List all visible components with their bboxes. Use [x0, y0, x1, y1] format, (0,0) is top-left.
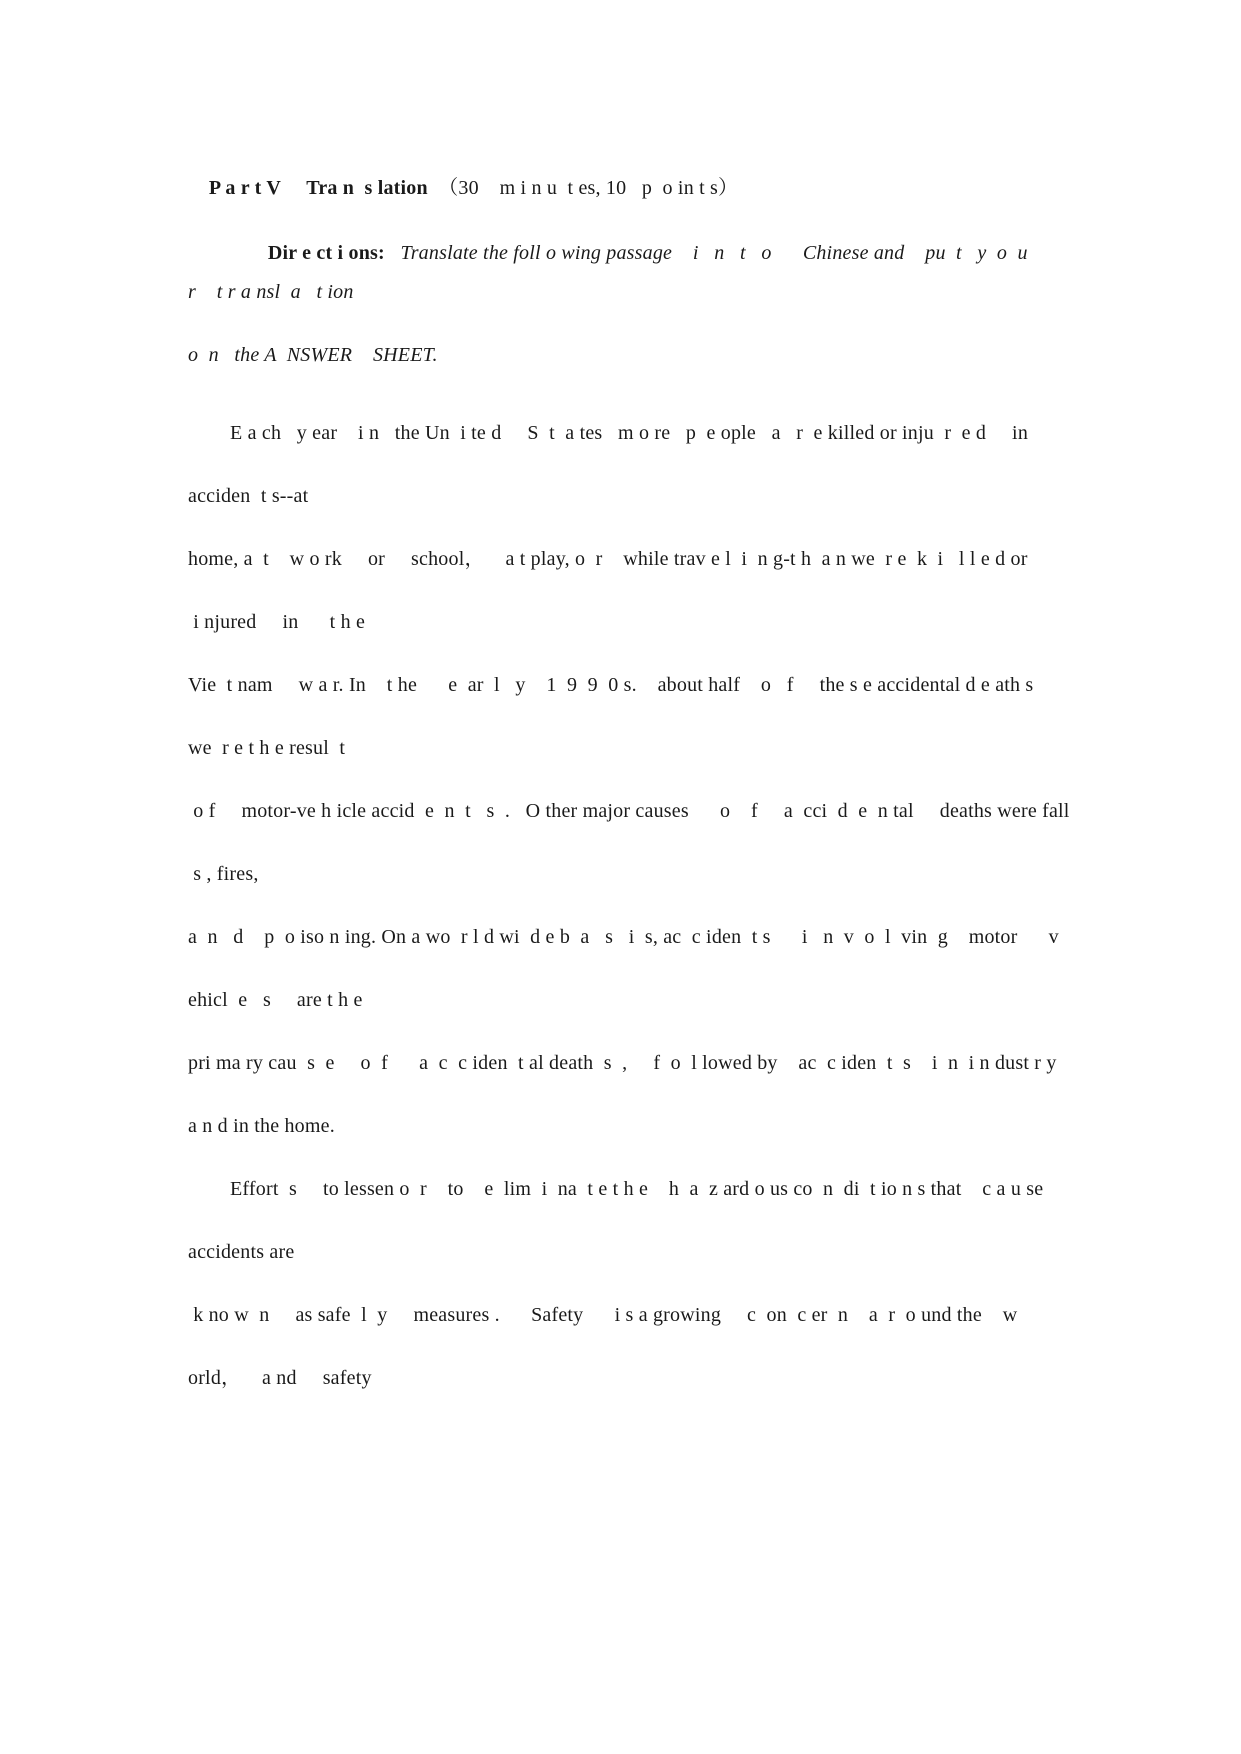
passage-line-8: s , fires, — [188, 863, 259, 885]
passage-line-15: k no w n as safe l y measures . Safety i s a growing c on c er n a r o und the w — [188, 1304, 1018, 1326]
section-heading-title: P a r t V Tra n s lation — [208, 177, 428, 199]
section-heading — [188, 152, 738, 224]
section-heading-detail: （30 m i n u t es, 10 p o in t s） — [438, 177, 739, 199]
passage-line-4: i njured in t h e — [188, 611, 366, 633]
passage-line-11: pri ma ry cau s e o f a c c iden t al death s , f o l lowed by ac c iden t s i n i n dust r y — [188, 1052, 1057, 1074]
passage-line-1: E a ch y ear i n the Un i te d S t a tes m o re p e ople a r e killed or inju r e d in — [230, 422, 1029, 444]
passage-line-13: Effort s to lessen o r to e lim i na t e t h e h a z ard o us co n di t io n s that c a u se — [230, 1178, 1044, 1200]
passage-line-6: we r e t h e resul t — [188, 737, 346, 759]
passage-line-9: a n d p o iso n ing. On a wo r l d wi d e b a s i s, ac c iden t s i n v o l vin g motor v — [188, 926, 1059, 948]
passage-line-2: acciden t s--at — [188, 485, 309, 507]
directions-line-3: o n the A NSWER SHEET. — [188, 344, 438, 366]
passage-line-3: home, a t w o rk or school， a t play, o r while trav e l i n g-t h a n we r e k i l l e d or — [188, 548, 1028, 570]
passage-line-12: a n d in the home. — [188, 1115, 335, 1137]
passage-line-16: orld， a nd safety — [188, 1367, 372, 1389]
passage-line-7: o f motor-ve h icle accid e n t s . O ther major causes o f a cci d e n tal deaths were fall — [188, 800, 1070, 822]
directions-text-1: Translate the foll o wing passage i n t o Chinese and pu t y o u — [400, 242, 1028, 264]
directions-label: Dir e ct i ons: — [267, 242, 385, 264]
directions-line-1 — [247, 217, 1028, 289]
directions-line-2: r t r a nsl a t ion — [188, 281, 354, 303]
passage-line-10: ehicl e s are t h e — [188, 989, 363, 1011]
passage-line-14: accidents are — [188, 1241, 295, 1263]
passage-line-5: Vie t nam w a r. In t he e ar l y 1 9 9 0 s. about half o f the s e accidental d e ath s — [188, 674, 1034, 696]
